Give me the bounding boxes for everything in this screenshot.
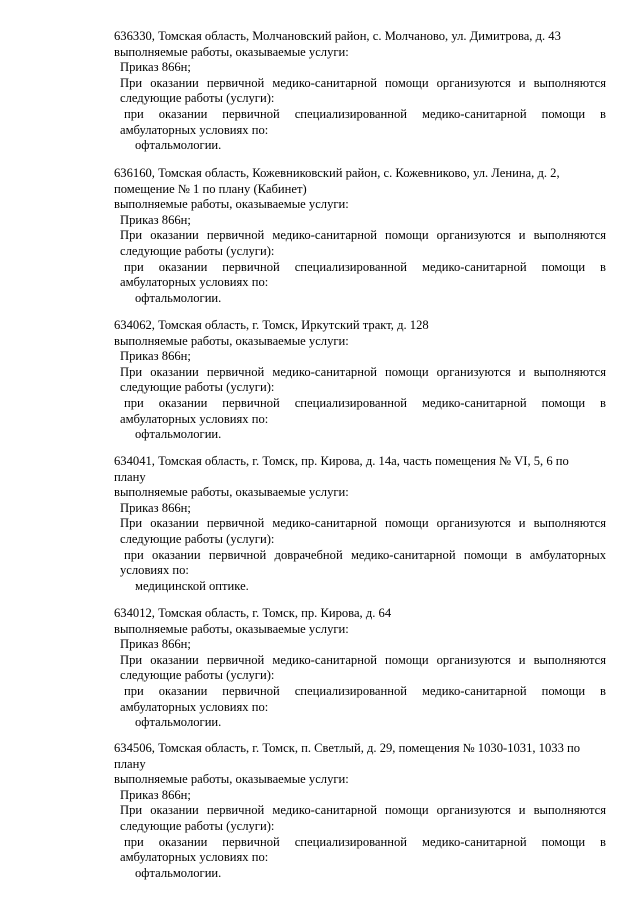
primary-care-line: При оказании первичной медико-санитарной помощи организуются и выполняются — [120, 803, 606, 818]
primary-care-paragraph — [114, 228, 606, 259]
works-label: выполняемые работы, оказываемые услуги: — [114, 197, 349, 212]
care-type-line: при оказании первичной специализированной медико-санитарной помощи в — [124, 106, 606, 121]
care-type-line: при оказании первичной доврачебной медико-санитарной помощи в амбулаторных — [124, 547, 606, 562]
care-type-paragraph — [114, 107, 606, 138]
works-label: выполняемые работы, оказываемые услуги: — [114, 621, 349, 636]
works-label: выполняемые работы, оказываемые услуги: — [114, 333, 349, 348]
address-line: 634506, Томская область, г. Томск, п. Светлый, д. 29, помещения № 1030-1031, 1033 по — [114, 741, 581, 755]
care-type-paragraph — [114, 548, 606, 579]
service-item: медицинской оптике. — [135, 578, 249, 593]
care-type-paragraph — [114, 835, 606, 866]
works-label: выполняемые работы, оказываемые услуги: — [114, 44, 349, 59]
works-label: выполняемые работы, оказываемые услуги: — [114, 485, 349, 500]
care-type-paragraph — [114, 396, 606, 427]
service-item: офтальмологии. — [135, 138, 222, 153]
primary-care-line: При оказании первичной медико-санитарной помощи организуются и выполняются — [120, 516, 606, 531]
address-line: 636160, Томская область, Кожевниковский район, с. Кожевниково, ул. Ленина, д. 2, — [114, 166, 560, 180]
primary-care-line: При оказании первичной медико-санитарной помощи организуются и выполняются — [120, 364, 606, 379]
address-entry — [114, 454, 606, 594]
order-reference: Приказ 866н; — [120, 637, 191, 652]
address-line: плану — [114, 756, 146, 771]
address-line: плану — [114, 469, 146, 484]
order-reference: Приказ 866н; — [120, 60, 191, 75]
address-line: 634041, Томская область, г. Томск, пр. Кирова, д. 14а, часть помещения № VI, 5, 6 по — [114, 454, 569, 468]
care-type-line: при оказании первичной специализированной медико-санитарной помощи в — [124, 395, 606, 410]
service-item: офтальмологии. — [135, 427, 222, 442]
service-item: офтальмологии. — [135, 715, 222, 730]
service-item: офтальмологии. — [135, 865, 222, 880]
primary-care-line: следующие работы (услуги): — [120, 380, 275, 395]
care-type-line: амбулаторных условиях по: — [120, 699, 269, 714]
primary-care-line: При оказании первичной медико-санитарной помощи организуются и выполняются — [120, 652, 606, 667]
care-type-paragraph — [114, 260, 606, 291]
primary-care-paragraph — [114, 516, 606, 547]
primary-care-line: следующие работы (услуги): — [120, 243, 275, 258]
address-line: 634012, Томская область, г. Томск, пр. Кирова, д. 64 — [114, 606, 392, 620]
care-type-line: при оказании первичной специализированной медико-санитарной помощи в — [124, 259, 606, 274]
care-type-line: амбулаторных условиях по: — [120, 275, 269, 290]
order-reference: Приказ 866н; — [120, 212, 191, 227]
primary-care-line: При оказании первичной медико-санитарной помощи организуются и выполняются — [120, 75, 606, 90]
care-type-paragraph — [114, 684, 606, 715]
works-label: выполняемые работы, оказываемые услуги: — [114, 772, 349, 787]
care-type-line: амбулаторных условиях по: — [120, 122, 269, 137]
primary-care-paragraph — [114, 76, 606, 107]
primary-care-line: следующие работы (услуги): — [120, 668, 275, 683]
address-line: 634062, Томская область, г. Томск, Иркутский тракт, д. 128 — [114, 318, 429, 332]
primary-care-paragraph — [114, 653, 606, 684]
address-line: помещение № 1 по плану (Кабинет) — [114, 181, 307, 196]
address-entry — [114, 318, 606, 443]
address-entry — [114, 29, 606, 154]
primary-care-paragraph — [114, 803, 606, 834]
primary-care-paragraph — [114, 365, 606, 396]
order-reference: Приказ 866н; — [120, 349, 191, 364]
address-entry — [114, 166, 606, 306]
care-type-line: при оказании первичной специализированной медико-санитарной помощи в — [124, 683, 606, 698]
address-entry — [114, 606, 606, 731]
order-reference: Приказ 866н; — [120, 787, 191, 802]
primary-care-line: следующие работы (услуги): — [120, 91, 275, 106]
address-line: 636330, Томская область, Молчановский район, с. Молчаново, ул. Димитрова, д. 43 — [114, 29, 561, 43]
order-reference: Приказ 866н; — [120, 500, 191, 515]
care-type-line: условиях по: — [120, 563, 189, 578]
primary-care-line: следующие работы (услуги): — [120, 818, 275, 833]
care-type-line: амбулаторных условиях по: — [120, 850, 269, 865]
primary-care-line: следующие работы (услуги): — [120, 531, 275, 546]
primary-care-line: При оказании первичной медико-санитарной помощи организуются и выполняются — [120, 228, 606, 243]
care-type-line: при оказании первичной специализированной медико-санитарной помощи в — [124, 834, 606, 849]
service-item: офтальмологии. — [135, 290, 222, 305]
address-entry — [114, 741, 606, 881]
care-type-line: амбулаторных условиях по: — [120, 411, 269, 426]
